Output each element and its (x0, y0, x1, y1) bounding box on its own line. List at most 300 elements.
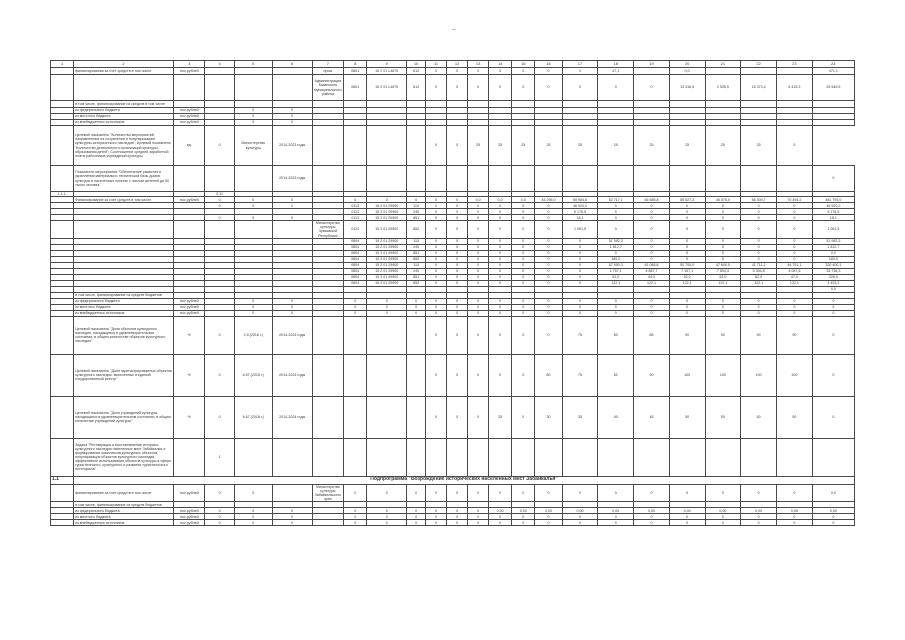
table-cell: 0,0 (669, 68, 705, 75)
table-cell: 852 (407, 280, 426, 286)
table-cell: 0 (741, 304, 777, 310)
table-cell: 0 (205, 197, 234, 203)
table-cell: тыс.рублей (173, 108, 205, 114)
table-cell: 25 (489, 396, 512, 438)
table-cell: 0 (468, 396, 489, 438)
table-cell: 0 (234, 520, 272, 526)
table-cell: 5 394,8 (741, 268, 777, 274)
table-cell: 0 (447, 197, 468, 203)
table-cell: 25 (562, 126, 598, 166)
table-cell: 0 (468, 238, 489, 244)
table-cell: 80 (535, 354, 562, 396)
table-cell (468, 101, 489, 108)
table-cell: 0 (426, 310, 447, 316)
table-cell (312, 126, 344, 166)
table-cell: 0 (562, 304, 598, 310)
table-cell (205, 221, 234, 239)
table-cell: 0 (272, 108, 312, 114)
table-cell: 0 (205, 514, 234, 520)
table-cell: 0 (489, 298, 512, 304)
table-cell: 0 (705, 244, 741, 250)
table-cell: 0 (776, 304, 812, 310)
table-cell (598, 438, 634, 476)
table-row (51, 75, 855, 101)
table-cell: 0 (489, 75, 512, 101)
table-cell: 6,67 (2018 г.) (234, 354, 272, 396)
table-cell: 25 (512, 126, 535, 166)
table-cell: 0 (468, 262, 489, 268)
table-cell: 0 (634, 310, 670, 316)
table-cell (705, 166, 741, 192)
table-cell: 0,0 (812, 250, 854, 256)
table-cell: тыс.рублей (173, 114, 205, 120)
table-cell (812, 101, 854, 108)
table-cell: 100 (776, 354, 812, 396)
table-cell (426, 438, 447, 476)
table-cell: 0 (489, 354, 512, 396)
table-cell: 0113 (344, 221, 367, 239)
table-cell: 0,00 (489, 508, 512, 514)
table-cell: 1 812,7 (598, 244, 634, 250)
table-cell: 0 (272, 197, 312, 203)
table-cell (407, 396, 426, 438)
table-cell: из федерального бюджета (74, 298, 174, 304)
table-cell: 0 (634, 250, 670, 256)
table-cell (344, 101, 367, 108)
table-cell: 851 (407, 250, 426, 256)
table-cell (741, 166, 777, 192)
table-cell (634, 166, 670, 192)
table-cell: 0 (407, 484, 426, 502)
column-number-10: 10 (407, 61, 426, 68)
table-cell: 0 (234, 203, 272, 209)
table-cell: 51 982,3 (598, 238, 634, 244)
table-cell (272, 68, 312, 75)
table-cell: 0 (535, 274, 562, 280)
table-cell: 0 (669, 310, 705, 316)
table-cell: 0 (512, 244, 535, 250)
table-cell: Министерство культуры Чувашской Республики (312, 221, 344, 239)
table-cell: 0 (468, 354, 489, 396)
table-cell: 0 (669, 484, 705, 502)
table-cell: 0 (512, 215, 535, 221)
table-cell (407, 101, 426, 108)
table-row (51, 484, 855, 502)
table-cell: 0 (535, 209, 562, 215)
table-cell: 0 (426, 209, 447, 215)
table-cell: 0 (669, 221, 705, 239)
table-cell: 57 950,3 (598, 262, 634, 268)
table-cell: прош (312, 68, 344, 75)
table-cell: 851 (407, 274, 426, 280)
table-cell: 0 (562, 520, 598, 526)
table-cell: 50 (705, 396, 741, 438)
table-cell: 110 (407, 203, 426, 209)
table-cell: 0 (489, 68, 512, 75)
table-cell: 0 (669, 244, 705, 250)
table-cell: 90 (634, 354, 670, 396)
table-cell: 122,1 (598, 280, 634, 286)
table-cell: 122,1 (634, 280, 670, 286)
table-cell: 15 2 01 29900 (367, 238, 407, 244)
table-cell (562, 101, 598, 108)
table-cell: 180,0 (598, 256, 634, 262)
table-cell: 0 (234, 108, 272, 114)
table-cell: 0 (447, 203, 468, 209)
table-cell (776, 438, 812, 476)
table-cell (489, 438, 512, 476)
table-cell: 25 (705, 126, 741, 166)
table-cell: 0 (489, 250, 512, 256)
column-number-22: 22 (741, 61, 777, 68)
table-cell: 0 (468, 274, 489, 280)
table-cell (234, 68, 272, 75)
table-cell: 0 (598, 221, 634, 239)
table-cell: 1 061,5 (812, 221, 854, 239)
table-cell: 0 (344, 520, 367, 526)
table-cell: 56 527,3 (669, 197, 705, 203)
table-cell (51, 316, 74, 354)
table-cell: 0 (634, 520, 670, 526)
table-cell (535, 438, 562, 476)
table-cell: 47 600,0 (705, 262, 741, 268)
table-cell: тыс.рублей (173, 68, 205, 75)
table-cell: 0 (272, 203, 312, 209)
table-body (51, 68, 855, 526)
table-cell: 481 793,0 (812, 197, 854, 203)
table-cell: 0 (489, 221, 512, 239)
table-cell (512, 101, 535, 108)
table-cell: 122,1 (669, 280, 705, 286)
table-cell: 0,0 (812, 484, 854, 502)
table-cell: Министерство культуры (234, 126, 272, 166)
table-cell: 15 2 01 29900 (367, 274, 407, 280)
table-cell (272, 438, 312, 476)
table-cell: 25 (535, 126, 562, 166)
table-cell: 0 (562, 250, 598, 256)
table-cell: 0 (234, 298, 272, 304)
table-cell: 0 (634, 209, 670, 215)
table-cell: 0 (344, 514, 367, 520)
table-cell: 0 (468, 75, 489, 101)
table-cell: в том числе, финансирование из средств бюджетов (74, 292, 174, 298)
table-cell: 0804 (344, 280, 367, 286)
table-cell (51, 68, 74, 75)
table-cell: 0 (344, 197, 367, 203)
table-cell: 6,67 (2018 г.) (234, 396, 272, 438)
table-cell: 0 (741, 244, 777, 250)
table-cell: 0.11 (205, 192, 234, 197)
table-cell: 0 (562, 280, 598, 286)
table-cell (312, 166, 344, 192)
table-cell: 0 (741, 221, 777, 239)
table-cell: 0 (489, 514, 512, 520)
table-cell: 0 (447, 316, 468, 354)
table-cell: 0801 (344, 75, 367, 101)
table-cell: Задача "Реставрация и восстановление историко-культурного наследия населенных мест Забайкалья и формирование комплексов культурных объектов, популяризация объектов культурного наследия, эффективное использование объектов культуры в сфере туристического, культурного и развития туристического потенциала" (74, 438, 174, 476)
table-cell: 80 (598, 316, 634, 354)
table-cell: 0 (562, 256, 598, 262)
table-cell (367, 166, 407, 192)
table-cell: 0 (468, 316, 489, 354)
table-cell: 122,1 (705, 280, 741, 286)
table-cell: 0 (535, 520, 562, 526)
table-cell: 0 (669, 256, 705, 262)
table-cell (367, 438, 407, 476)
table-cell: 0,00 (812, 508, 854, 514)
table-cell: тыс.рублей (173, 484, 205, 502)
table-cell: 0 (367, 304, 407, 310)
table-cell: 0804 (344, 256, 367, 262)
table-cell: 6 176,5 (812, 209, 854, 215)
table-cell (669, 438, 705, 476)
table-cell: 0 (367, 310, 407, 316)
table-cell (812, 120, 854, 126)
table-cell: 0 (634, 238, 670, 244)
table-cell: 0 (426, 304, 447, 310)
table-cell: 0 (776, 298, 812, 304)
table-cell: 0 (512, 268, 535, 274)
table-cell: 0 (272, 514, 312, 520)
table-cell: 0 (468, 215, 489, 221)
table-cell: 75 (562, 354, 598, 396)
table-cell: тыс.рублей (173, 310, 205, 316)
table-cell: 0 (426, 514, 447, 520)
table-cell: 0 (598, 520, 634, 526)
table-cell (634, 438, 670, 476)
column-number-24: 24 (812, 61, 854, 68)
table-cell: 0 (741, 298, 777, 304)
table-cell (669, 101, 705, 108)
table-cell: 0 (468, 250, 489, 256)
subprogram-title: Подпрограмма "Возрождение исторических населенных мест Забайкалья" (74, 476, 855, 484)
table-cell: из местного бюджета (74, 304, 174, 310)
table-cell: 0 (705, 209, 741, 215)
table-cell (234, 221, 272, 239)
table-cell: 0 (669, 250, 705, 256)
table-cell: 240 (407, 244, 426, 250)
table-cell: 0 (367, 298, 407, 304)
table-cell: 0 (489, 280, 512, 286)
table-cell: 100 (705, 354, 741, 396)
table-cell: 0 (426, 68, 447, 75)
table-cell: 0 (634, 484, 670, 502)
table-cell: 30 (535, 396, 562, 438)
table-cell: 0 (426, 354, 447, 396)
table-cell (705, 101, 741, 108)
table-cell (741, 101, 777, 108)
table-cell: 0 (669, 514, 705, 520)
table-cell: 0 (512, 238, 535, 244)
table-cell (776, 101, 812, 108)
table-cell: 0 (205, 508, 234, 514)
table-cell: 0 (669, 520, 705, 526)
table-cell: 0 (812, 514, 854, 520)
table-cell: 852 (407, 221, 426, 239)
table-cell: 0 (447, 126, 468, 166)
table-cell: 0113 (344, 215, 367, 221)
column-number-row (51, 61, 855, 68)
table-row (51, 166, 855, 192)
table-cell: 0 (812, 520, 854, 526)
table-cell: 0113 (344, 209, 367, 215)
table-cell: 18,1 (562, 215, 598, 221)
table-cell: 0 (489, 238, 512, 244)
table-cell: 0 (407, 310, 426, 316)
table-cell: 25 (598, 126, 634, 166)
table-cell (489, 166, 512, 192)
table-cell: 0 (741, 203, 777, 209)
table-cell: 0804 (344, 250, 367, 256)
table-cell: 15 2 01 29900 (367, 215, 407, 221)
table-cell: 0804 (344, 262, 367, 268)
table-cell: 0 (741, 310, 777, 316)
table-cell: 66 685,8 (634, 197, 670, 203)
table-cell: 0 (489, 268, 512, 274)
table-cell (173, 221, 205, 239)
table-cell: 13 416,5 (669, 75, 705, 101)
table-cell: 0 (705, 298, 741, 304)
column-number-5: 5 (234, 61, 272, 68)
table-cell: 50 700,0 (669, 262, 705, 268)
table-cell: 0 (447, 304, 468, 310)
table-cell (598, 101, 634, 108)
table-cell: 90 (776, 316, 812, 354)
table-cell: 0 (669, 215, 705, 221)
table-cell (51, 484, 74, 502)
table-cell: 0 (426, 262, 447, 268)
table-cell: 7 694,4 (705, 268, 741, 274)
table-cell: 0 (812, 304, 854, 310)
table-cell: 0 (741, 514, 777, 520)
table-cell: 0 (272, 120, 312, 126)
table-cell (562, 166, 598, 192)
table-cell: 0 (489, 274, 512, 280)
table-cell: 0 (205, 126, 234, 166)
page-mark: – (452, 27, 456, 33)
table-cell: из внебюджетных источников (74, 120, 174, 126)
table-cell: Показатель мероприятия "Обеспечение развития и укрепления материально-технической базы домов культуры в населенных пунктах с числом жителей до 50 тысяч человек" (74, 166, 174, 192)
table-cell: 0 (598, 75, 634, 101)
table-cell (51, 166, 74, 192)
table-cell: 47,1 (598, 68, 634, 75)
table-cell: 0 (776, 250, 812, 256)
table-cell: 0 (535, 256, 562, 262)
table-row (51, 438, 855, 476)
table-cell (51, 438, 74, 476)
table-cell: 0 (234, 484, 272, 502)
table-cell: 0 (234, 114, 272, 120)
table-cell: 0 (344, 304, 367, 310)
table-cell: 851 (407, 215, 426, 221)
table-cell (51, 354, 74, 396)
table-cell: 0 (512, 274, 535, 280)
table-cell: 56 300,7 (741, 197, 777, 203)
table-cell: Целевой показатель "Количество мероприятий, направленных на сохранение и популяризацию культурно-исторического наследия"; Целевой показатель "Количество деятельности организаций культуры, образования детей"; Соотношение средней заработной платы работников учреждений культуры (74, 126, 174, 166)
table-cell: 0804 (344, 244, 367, 250)
table-cell: 0 (447, 280, 468, 286)
table-cell: 0 (776, 310, 812, 316)
column-number-15: 15 (512, 61, 535, 68)
table-cell: 0 (562, 298, 598, 304)
column-number-23: 23 (776, 61, 812, 68)
table-cell: 0 (741, 209, 777, 215)
table-cell: 16 373,4 (741, 75, 777, 101)
table-cell: 0 (344, 298, 367, 304)
table-cell: 0 (447, 268, 468, 274)
table-cell: 0 (562, 310, 598, 316)
table-cell: 0 (669, 203, 705, 209)
table-cell: 0 (426, 238, 447, 244)
table-cell: 0 (512, 68, 535, 75)
table-cell (272, 75, 312, 101)
table-cell: 46 920,0 (812, 203, 854, 209)
table-cell: 0,00 (535, 508, 562, 514)
table-cell: 0 (634, 221, 670, 239)
table-cell: 0 (512, 396, 535, 438)
table-cell (741, 438, 777, 476)
table-cell: 0 (468, 280, 489, 286)
table-cell (344, 438, 367, 476)
table-cell: 7 157,1 (669, 268, 705, 274)
table-cell: 0 (407, 514, 426, 520)
table-cell: 0 (272, 520, 312, 526)
table-cell: 3 403,2 (812, 280, 854, 286)
table-cell: 70 494,2 (776, 197, 812, 203)
table-cell: 0 (535, 268, 562, 274)
table-cell (468, 166, 489, 192)
table-cell: 0 (489, 304, 512, 310)
table-cell (51, 221, 74, 239)
table-cell (367, 316, 407, 354)
table-cell: 0 (598, 514, 634, 520)
column-number-1: 1 (51, 61, 74, 68)
table-cell: 0 (535, 250, 562, 256)
table-cell (367, 101, 407, 108)
table-cell: 82 (598, 354, 634, 396)
table-cell: 0 (512, 298, 535, 304)
column-number-3: 3 (173, 61, 205, 68)
table-cell: 0 (407, 298, 426, 304)
table-cell: 0 (535, 203, 562, 209)
table-cell: 2014-2023 годы (272, 126, 312, 166)
table-cell: 25 (468, 126, 489, 166)
table-cell: 0 (234, 310, 272, 316)
table-cell: 15 2 01 29900 (367, 256, 407, 262)
table-cell: 0 (426, 197, 447, 203)
table-cell: 0 (447, 250, 468, 256)
table-cell: 0 (272, 304, 312, 310)
table-cell: 0 (468, 221, 489, 239)
table-cell: Целевой показатель "Доля учреждений культуры, находящихся в удовлетворительном состоянии, в общем количестве учреждений культуры" (74, 396, 174, 438)
table-cell: 61 085,8 (634, 262, 670, 268)
table-cell: 0 (468, 298, 489, 304)
table-cell: 0 (598, 215, 634, 221)
column-number-11: 11 (426, 61, 447, 68)
table-cell: 0 (741, 238, 777, 244)
table-cell: 2014-2024 годы (272, 354, 312, 396)
table-cell: 0 (512, 203, 535, 209)
table-cell: Финансирование за счет средств в том числе (74, 197, 174, 203)
table-cell: 1.1.1. (51, 192, 74, 197)
table-cell: в том числе, финансирование из средств бюджетов (74, 502, 174, 508)
table-cell (344, 126, 367, 166)
table-cell: % (173, 316, 205, 354)
table-cell: 0 (705, 310, 741, 316)
table-cell: 0 (512, 520, 535, 526)
table-cell: 0 (705, 203, 741, 209)
table-cell: 2 535,5 (705, 75, 741, 101)
